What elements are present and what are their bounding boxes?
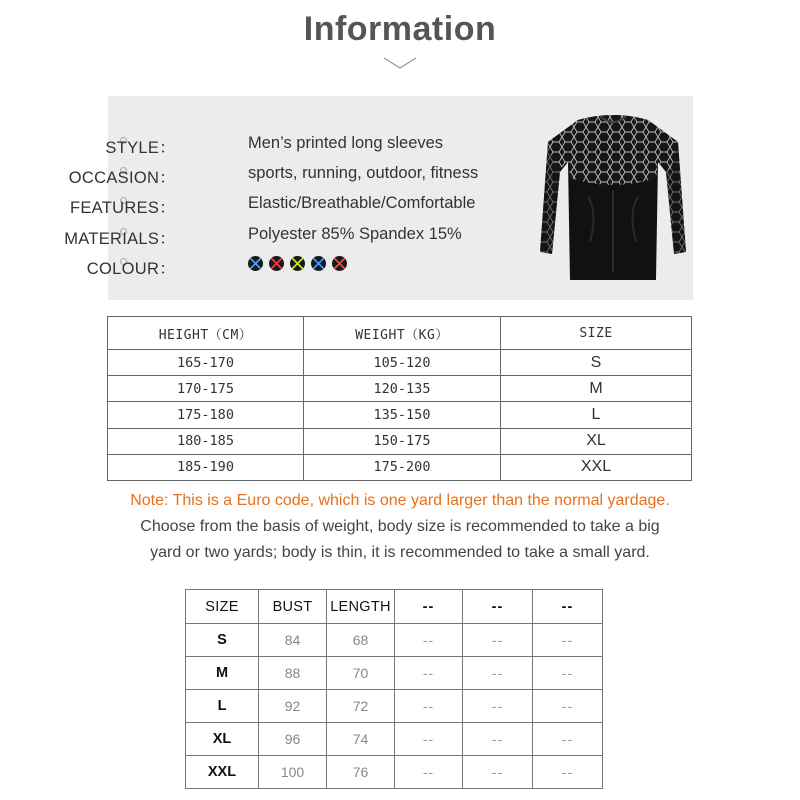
size-cell: M (501, 376, 692, 402)
spec-row-colour (86, 253, 538, 278)
length-cell: 68 (327, 624, 395, 657)
empty-cell: -- (395, 657, 463, 690)
height-cell: 170-175 (108, 376, 304, 402)
bust-length-table (185, 589, 603, 789)
empty-cell: -- (463, 657, 533, 690)
colour-swatch (311, 256, 326, 271)
spec-value: Men’s printed long sleeves (248, 134, 444, 152)
weight-cell: 120-135 (304, 376, 501, 402)
spec-row-materials (64, 223, 538, 248)
table-row (108, 350, 692, 376)
weight-cell: 105-120 (304, 350, 501, 376)
chevron-down-icon (383, 56, 417, 70)
table-row (108, 428, 692, 454)
colour-swatch-list (248, 256, 347, 271)
spec-label: FEATURES： (70, 199, 176, 217)
weight-cell: 135-150 (304, 402, 501, 428)
empty-cell: -- (395, 690, 463, 723)
column-header: BUST (259, 590, 327, 624)
height-cell: 175-180 (108, 402, 304, 428)
empty-cell: -- (533, 690, 603, 723)
column-header: -- (395, 590, 463, 624)
height-weight-size-table (107, 316, 692, 481)
table-row (108, 376, 692, 402)
spec-value: sports, running, outdoor, fitness (248, 164, 479, 182)
colour-swatch (332, 256, 347, 271)
height-cell: 180-185 (108, 428, 304, 454)
column-header: SIZE (186, 590, 259, 624)
spec-label: COLOUR： (86, 260, 176, 278)
bust-cell: 96 (259, 723, 327, 756)
colour-swatch (290, 256, 305, 271)
empty-cell: -- (395, 723, 463, 756)
size-advice-line-2: yard or two yards; body is thin, it is recommended to take a small yard. (150, 544, 650, 561)
column-header: LENGTH (327, 590, 395, 624)
empty-cell: -- (533, 624, 603, 657)
column-header: SIZE (501, 317, 692, 350)
table-header-row (108, 317, 692, 350)
empty-cell: -- (395, 756, 463, 789)
colour-swatch (248, 256, 263, 271)
empty-cell: -- (395, 624, 463, 657)
colour-swatch (269, 256, 284, 271)
empty-cell: -- (533, 723, 603, 756)
length-cell: 72 (327, 690, 395, 723)
length-cell: 74 (327, 723, 395, 756)
size-cell: XXL (186, 756, 259, 789)
column-header: -- (533, 590, 603, 624)
empty-cell: -- (463, 690, 533, 723)
spec-row-features (70, 192, 538, 217)
spec-row-style (105, 132, 538, 157)
euro-size-note: Note: This is a Euro code, which is one yard larger than the normal yardage. (130, 492, 670, 509)
column-header: HEIGHT（CM） (108, 317, 304, 350)
spec-label: OCCASION： (68, 169, 176, 187)
size-cell: M (186, 657, 259, 690)
size-cell: L (186, 690, 259, 723)
empty-cell: -- (533, 756, 603, 789)
page-title: Information (303, 10, 497, 48)
size-advice-line-1: Choose from the basis of weight, body size is recommended to take a big (140, 518, 660, 535)
size-cell: XL (186, 723, 259, 756)
height-cell: 165-170 (108, 350, 304, 376)
empty-cell: -- (463, 723, 533, 756)
table-row (186, 690, 603, 723)
empty-cell: -- (463, 756, 533, 789)
empty-cell: -- (463, 624, 533, 657)
product-info-panel (64, 96, 693, 300)
empty-cell: -- (533, 657, 603, 690)
size-cell: S (186, 624, 259, 657)
spec-row-occasion (68, 162, 538, 187)
weight-cell: 175-200 (304, 454, 501, 480)
table-row (186, 657, 603, 690)
size-cell: L (501, 402, 692, 428)
length-cell: 70 (327, 657, 395, 690)
table-row (108, 402, 692, 428)
table-row (186, 756, 603, 789)
table-row (108, 454, 692, 480)
spec-label: MATERIALS： (64, 230, 176, 248)
height-cell: 185-190 (108, 454, 304, 480)
bust-cell: 92 (259, 690, 327, 723)
spec-value: Polyester 85% Spandex 15% (248, 225, 462, 243)
column-header: WEIGHT（KG） (304, 317, 501, 350)
spec-label: STYLE： (105, 139, 176, 157)
size-cell: S (501, 350, 692, 376)
weight-cell: 150-175 (304, 428, 501, 454)
bust-cell: 88 (259, 657, 327, 690)
size-cell: XL (501, 428, 692, 454)
product-shirt-image (538, 102, 688, 292)
spec-value: Elastic/Breathable/Comfortable (248, 194, 476, 212)
length-cell: 76 (327, 756, 395, 789)
table-row (186, 723, 603, 756)
size-cell: XXL (501, 454, 692, 480)
column-header: -- (463, 590, 533, 624)
table-header-row (186, 590, 603, 624)
bust-cell: 100 (259, 756, 327, 789)
table-row (186, 624, 603, 657)
bust-cell: 84 (259, 624, 327, 657)
